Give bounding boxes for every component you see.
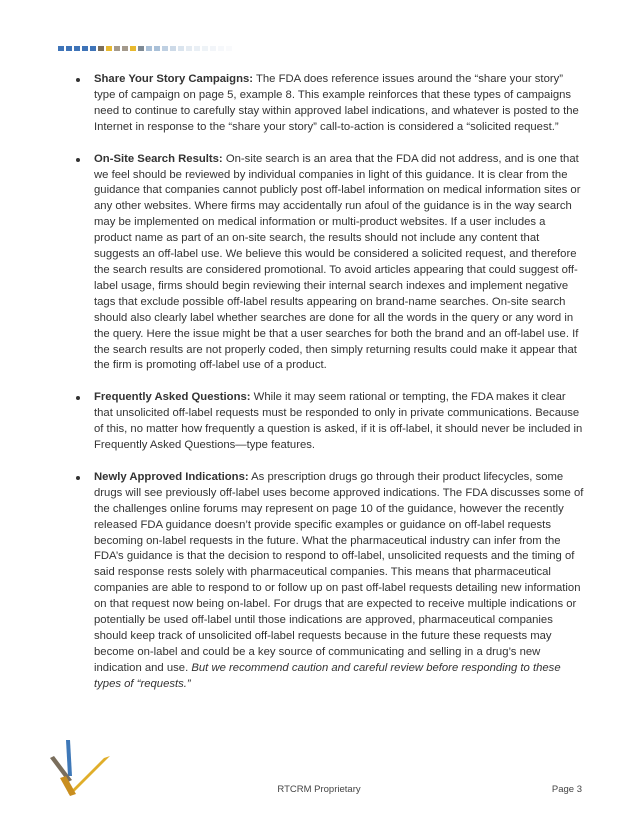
bullet-heading: On-Site Search Results: [94, 152, 223, 165]
header-square [66, 46, 72, 51]
header-square [82, 46, 88, 51]
header-decoration [58, 46, 232, 51]
header-square [106, 46, 112, 51]
header-square [170, 46, 176, 51]
bullet-heading: Newly Approved Indications: [94, 470, 249, 483]
logo-stroke-blue [66, 740, 72, 776]
bullet-point-icon [76, 476, 80, 480]
header-square [138, 46, 144, 51]
header-square [210, 46, 216, 51]
footer-proprietary-label: RTCRM Proprietary [277, 784, 361, 795]
header-square [122, 46, 128, 51]
header-square [154, 46, 160, 51]
header-square [130, 46, 136, 51]
bullet-point-icon [76, 158, 80, 162]
header-square [146, 46, 152, 51]
header-square [178, 46, 184, 51]
list-item [74, 152, 586, 375]
list-item [74, 390, 586, 454]
list-item [74, 72, 586, 136]
header-square [114, 46, 120, 51]
header-square [218, 46, 224, 51]
bullet-point-icon [76, 396, 80, 400]
bullet-italic-text: But we recommend caution and careful review before responding to these types of “requests.” [94, 661, 561, 690]
header-square [98, 46, 104, 51]
bullet-text: While it may seem rational or tempting, the FDA makes it clear that unsolicited off-label requests must be responded to only in private communications. Because of this, no matter how frequently a question is asked, if it is off-label, it should never be included in Frequently Asked Questions—type features. [94, 391, 583, 452]
list-item [74, 470, 586, 693]
bullet-text: As prescription drugs go through their product lifecycles, some drugs will see previously off-label uses become approved indications. The FDA discusses some of the challenges online forums may represent on page 10 of the guidance, however the recently released FDA guidance doesn’t provide specific examples or guidance on off-label requests becoming on-label requests in the future. What the pharmaceutical industry can infer from the FDA’s guidance is that the decision to respond to off-label, unsolicited requests and the timing of said response rests solely with pharmaceutical companies. This means that pharmaceutical companies are able to respond to or follow up on past off-label requests detailing new information on that request now being on-label. For drugs that are expected to receive multiple indications or potentially be used off-label until those indications are approved, pharmaceutical companies should keep track of unsolicited off-label requests because in the future these requests may become on-label and could be a key source of communicating and selling in a drug’s new indication and use. [94, 470, 584, 674]
bullet-heading: Frequently Asked Questions: [94, 391, 251, 404]
header-square [74, 46, 80, 51]
bullet-text: The FDA does reference issues around the “share your story” type of campaign on page 5, example 8. This example reinforces that these types of campaigns need to continue to carefully stay within approved label indications, and whatever is posted to the Internet in response to the “share your story” call-to-action is considered a “solicited request.” [94, 73, 579, 133]
header-square [162, 46, 168, 51]
header-square [202, 46, 208, 51]
header-square [58, 46, 64, 51]
page-number: Page 3 [551, 784, 582, 795]
bullet-point-icon [76, 78, 80, 82]
header-square [186, 46, 192, 51]
header-square [90, 46, 96, 51]
bullet-text: On-site search is an area that the FDA did not address, and is one that we feel should be reviewed by individual companies in light of this guidance. It is clear from the guidance that companies cannot publicly post off-label information on medical information sites or any other websites. Where firms may accidentally run afoul of the guidance is in the way search may be implemented on medical information or multi-product websites. If a user includes a product name as part of an on-site search, the results should not include any content that suggests an off-label use. We believe this would be considered a solicited request, and therefore the search results are considered promotional. To avoid articles appearing that could suggest off-label usage, firms should begin reviewing their internal search indexes and implement negative tags that exclude possible off-label results appearing on brand-name searches. On-site search should also clearly label whether searches are done for all the words in the query or any word in the query. Here the issue might be that a user searches for both the brand and an off-label use. If the search results are not properly coded, then simply returning results could make it appear that the firm is promoting off-label use of a product. [94, 152, 581, 372]
bullet-heading: Share Your Story Campaigns: [94, 73, 254, 85]
bullet-list [74, 72, 586, 709]
header-square [194, 46, 200, 51]
header-square [226, 46, 232, 51]
